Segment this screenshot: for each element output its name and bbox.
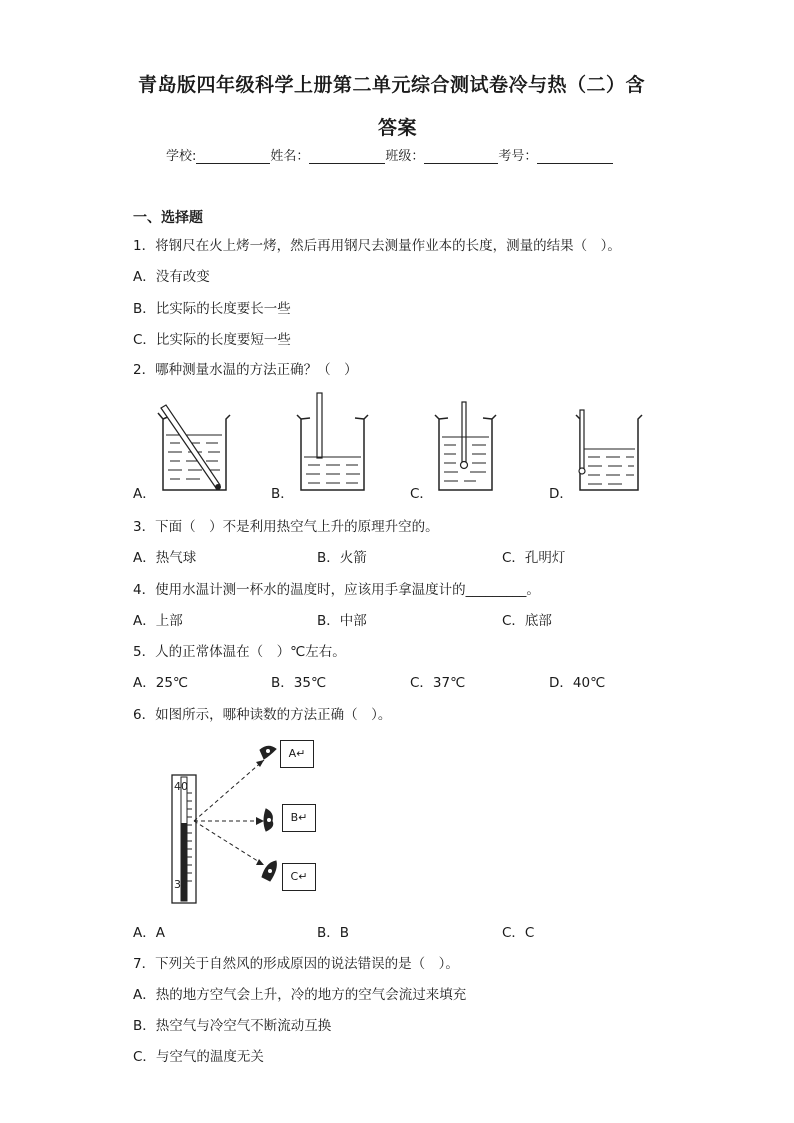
q6-box-b: B↵ — [282, 804, 316, 832]
eye-icon-a — [260, 746, 276, 759]
q3-option-a[interactable]: A．热气球 — [133, 550, 197, 566]
section-title: 一、选择题 — [133, 210, 203, 226]
q2-option-d[interactable]: D． — [549, 486, 573, 502]
beaker-d-image — [576, 410, 642, 490]
q6-option-c[interactable]: C．C — [502, 925, 535, 941]
page-title-line1: 青岛版四年级科学上册第二单元综合测试卷冷与热（二）含 — [138, 74, 646, 96]
eye-icon-b — [264, 809, 273, 831]
beaker-b-image — [297, 393, 368, 490]
scale-label-bottom: 30 — [174, 878, 188, 891]
q3-option-b[interactable]: B．火箭 — [317, 550, 367, 566]
q4-option-a[interactable]: A．上部 — [133, 613, 183, 629]
sight-line-c — [194, 821, 264, 865]
class-label: 班级： — [385, 149, 425, 164]
q5-option-d[interactable]: D．40℃ — [549, 675, 606, 691]
q7-option-c[interactable]: C．与空气的温度无关 — [133, 1049, 264, 1065]
q1-option-b[interactable]: B．比实际的长度要长一些 — [133, 301, 291, 317]
q2-option-c[interactable]: C． — [410, 486, 433, 502]
q3-stem: 3．下面（ ）不是利用热空气上升的原理升空的。 — [133, 519, 439, 535]
q5-option-b[interactable]: B．35℃ — [271, 675, 327, 691]
sight-line-a — [194, 760, 264, 821]
q2-stem: 2．哪种测量水温的方法正确？（ ） — [133, 362, 358, 378]
q6-box-a: A↵ — [280, 740, 314, 768]
q1-option-a[interactable]: A．没有改变 — [133, 269, 210, 285]
q5-option-a[interactable]: A．25℃ — [133, 675, 189, 691]
q7-stem: 7．下列关于自然风的形成原因的说法错误的是（ ）。 — [133, 956, 459, 972]
q2-beakers-figure — [130, 385, 660, 500]
student-info-row — [166, 145, 613, 164]
q6-stem: 6．如图所示，哪种读数的方法正确（ ）。 — [133, 707, 392, 723]
q4-option-c[interactable]: C．底部 — [502, 613, 552, 629]
name-label: 姓名： — [270, 149, 310, 164]
school-field[interactable] — [196, 149, 270, 164]
class-field[interactable] — [424, 149, 498, 164]
number-label: 考号： — [498, 149, 538, 164]
scale-label-top: 40 — [174, 780, 188, 793]
q4-option-b[interactable]: B．中部 — [317, 613, 367, 629]
q4-stem: 4．使用水温计测一杯水的温度时，应该用手拿温度计的_________。 — [133, 582, 540, 598]
q1-stem: 1．将钢尺在火上烤一烤，然后再用钢尺去测量作业本的长度，测量的结果（ ）。 — [133, 238, 621, 254]
q5-option-c[interactable]: C．37℃ — [410, 675, 466, 691]
q7-option-b[interactable]: B．热空气与冷空气不断流动互换 — [133, 1018, 332, 1034]
q6-box-c: C↵ — [282, 863, 316, 891]
beaker-a-image — [158, 405, 230, 490]
q2-option-a[interactable]: A． — [133, 486, 156, 502]
number-field[interactable] — [537, 149, 613, 164]
q6-option-b[interactable]: B．B — [317, 925, 350, 941]
q7-option-a[interactable]: A．热的地方空气会上升，冷的地方的空气会流过来填充 — [133, 987, 467, 1003]
beaker-c-image — [435, 402, 496, 490]
page-title-line2: 答案 — [378, 117, 418, 139]
q3-option-c[interactable]: C．孔明灯 — [502, 550, 566, 566]
school-label: 学校: — [166, 149, 197, 164]
q6-option-a[interactable]: A．A — [133, 925, 165, 941]
q2-option-b[interactable]: B． — [271, 486, 294, 502]
eye-icon-c — [262, 861, 276, 881]
q1-option-c[interactable]: C．比实际的长度要短一些 — [133, 332, 291, 348]
q5-stem: 5．人的正常体温在（ ）℃左右。 — [133, 644, 346, 660]
name-field[interactable] — [309, 149, 385, 164]
